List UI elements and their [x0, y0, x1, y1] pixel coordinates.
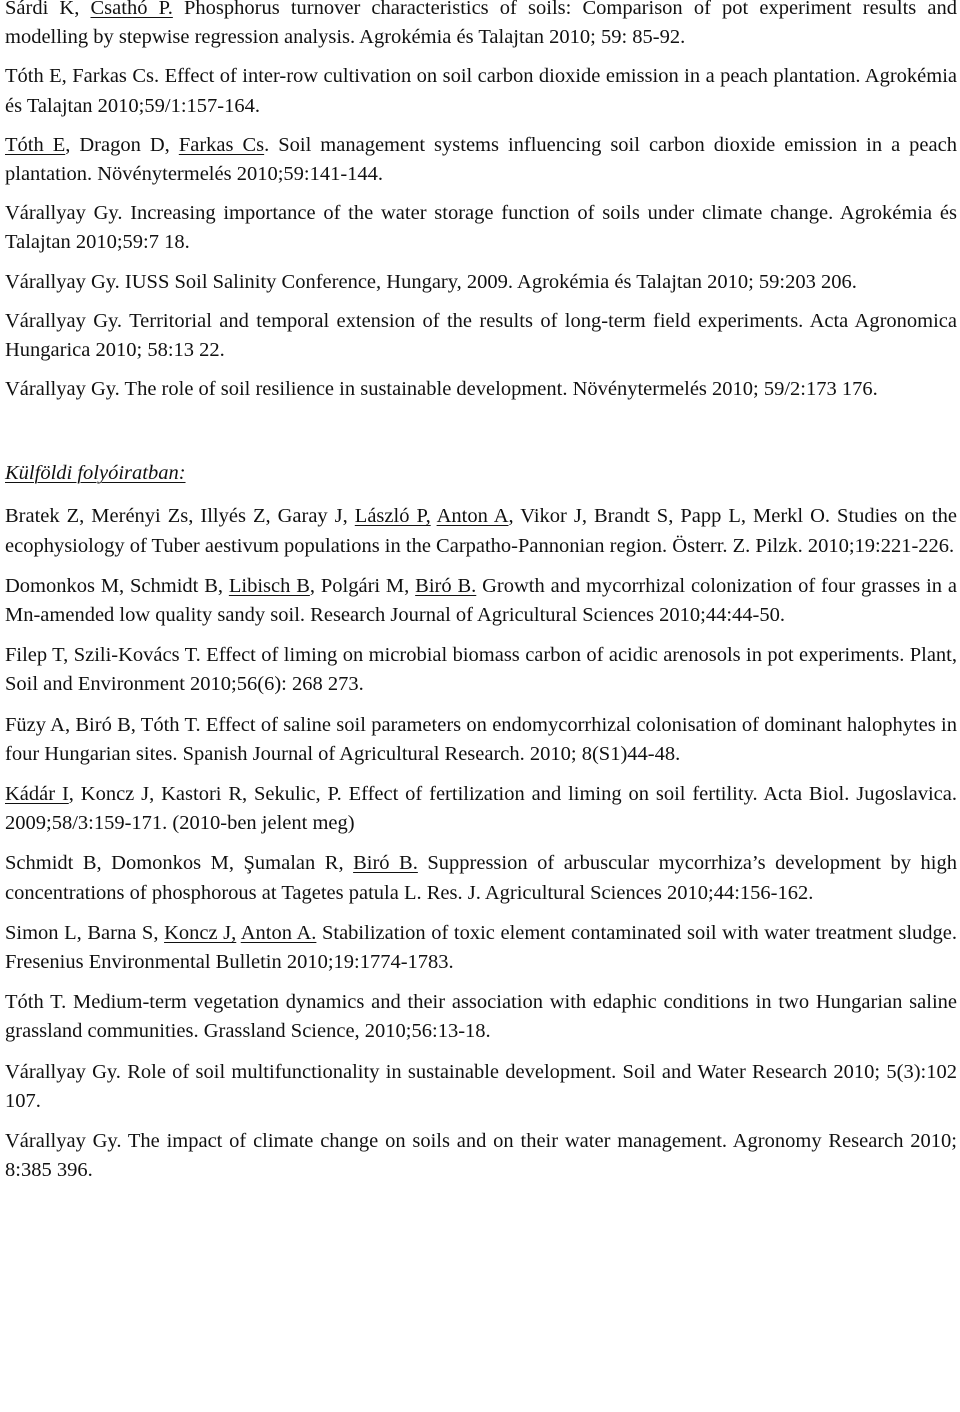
reference-text: , Dragon D,	[65, 133, 179, 156]
reference-entry	[5, 199, 957, 257]
reference-text: . Soil management systems influencing soil carbon dioxide emission in a peach plantation. Növénytermelés 2010;59:141-144.	[5, 133, 957, 186]
reference-entry	[5, 131, 957, 189]
reference-text: Várallyay Gy. Increasing importance of the water storage function of soils under climate change. Agrokémia és Talajtan 2010;59:7 18.	[5, 202, 957, 254]
reference-entry	[5, 919, 957, 977]
reference-text: , Koncz J, Kastori R, Sekulic, P. Effect of fertilization and liming on soil fertility. Acta Biol. Jugoslavica. 2009;58/3:159-171. (2010-ben jelent meg)	[5, 783, 957, 835]
reference-text: Várallyay Gy. The role of soil resilience in sustainable development. Növénytermelés 2010; 59/2:173 176.	[5, 378, 878, 401]
reference-text: Bratek Z, Merényi Zs, Illyés Z, Garay J,	[5, 505, 355, 528]
document-page	[5, 0, 957, 1197]
reference-list-foreign	[5, 502, 957, 1185]
author-underlined: Tóth E	[5, 133, 66, 156]
reference-entry	[5, 0, 957, 52]
reference-entry	[5, 988, 957, 1046]
author-underlined: Anton A	[436, 505, 509, 528]
reference-entry	[5, 268, 957, 297]
reference-text: Domonkos M, Schmidt B,	[5, 574, 229, 597]
reference-text: Tóth T. Medium-term vegetation dynamics and their association with edaphic conditions in two Hungarian saline grassland communities. Grassland Science, 2010;56:13-18.	[5, 991, 957, 1043]
author-underlined: Biró B.	[415, 574, 477, 597]
reference-text: Growth and mycorrhizal colonization of four grasses in a Mn-amended low quality sandy soil. Research Journal of Agricultural Sciences 2010;44:44-50.	[5, 574, 958, 627]
reference-text: , Vikor J, Brandt S, Papp L, Merkl O. Studies on the ecophysiology of Tuber aestivum populations in the Carpatho-Pannonian region. Österr. Z. Pilzk. 2010;19:221-226.	[5, 505, 957, 557]
reference-text: Suppression of arbuscular mycorrhiza’s development by high concentrations of phosphorous at Tagetes patula L. Res. J. Agricultural Sciences 2010;44:156-162.	[5, 852, 957, 904]
reference-text: Füzy A, Biró B, Tóth T. Effect of saline soil parameters on endomycorrhizal colonisation of dominant halophytes in four Hungarian sites. Spanish Journal of Agricultural Research. 2010; 8(S1)44-48.	[5, 713, 957, 765]
reference-list-domestic	[5, 0, 957, 404]
author-underlined: Csathó P.	[90, 0, 173, 19]
reference-entry	[5, 711, 957, 769]
reference-entry	[5, 307, 957, 365]
reference-entry	[5, 62, 957, 120]
reference-entry	[5, 641, 957, 699]
reference-text: Várallyay Gy. Territorial and temporal extension of the results of long-term field experiments. Acta Agronomica Hungarica 2010; 58:13 22.	[5, 309, 957, 362]
reference-text: Várallyay Gy. IUSS Soil Salinity Conference, Hungary, 2009. Agrokémia és Talajtan 2010; 59:203 206.	[5, 270, 857, 293]
reference-text: Stabilization of toxic element contaminated soil with water treatment sludge. Fresenius Environmental Bulletin 2010;19:1774-1783.	[5, 921, 957, 974]
reference-entry	[5, 780, 957, 838]
reference-text: Várallyay Gy. Role of soil multifunctionality in sustainable development. Soil and Water Research 2010; 5(3):102 107.	[5, 1060, 957, 1112]
author-underlined: Libisch B	[228, 574, 310, 597]
reference-entry	[5, 1127, 957, 1185]
reference-text: Simon L, Barna S,	[5, 921, 165, 944]
reference-text: Sárdi K,	[5, 0, 91, 19]
section-heading: Külföldi folyóiratban:	[5, 462, 186, 485]
reference-text: Phosphorus turnover characteristics of soils: Comparison of pot experiment results and modelling by stepwise regression analysis. Agrokémia és Talajtan 2010; 59: 85-92.	[5, 0, 958, 49]
spacer	[5, 414, 957, 459]
reference-entry	[5, 849, 957, 907]
author-underlined: Koncz J,	[164, 921, 237, 944]
reference-entry	[5, 502, 957, 560]
reference-entry	[5, 375, 957, 404]
reference-text: Tóth E, Farkas Cs. Effect of inter-row cultivation on soil carbon dioxide emission in a peach plantation. Agrokémia és Talajtan 2010;59/1:157-164.	[5, 65, 957, 117]
author-underlined: Kádár I	[5, 783, 69, 806]
reference-text: Várallyay Gy. The impact of climate change on soils and on their water management. Agronomy Research 2010; 8:385 396.	[5, 1130, 957, 1182]
reference-text: Schmidt B, Domonkos M, Şumalan R,	[5, 852, 354, 875]
reference-text: Filep T, Szili-Kovács T. Effect of liming on microbial biomass carbon of acidic arenosols in pot experiments. Plant, Soil and Environment 2010;56(6): 268 273.	[5, 644, 957, 696]
reference-entry	[5, 1058, 957, 1116]
author-underlined: Biró B.	[353, 852, 418, 875]
author-underlined: Farkas Cs	[178, 133, 265, 156]
author-underlined: László P,	[354, 505, 431, 528]
reference-text: , Polgári M,	[309, 574, 416, 597]
author-underlined: Anton A.	[240, 921, 317, 944]
reference-entry	[5, 572, 957, 630]
